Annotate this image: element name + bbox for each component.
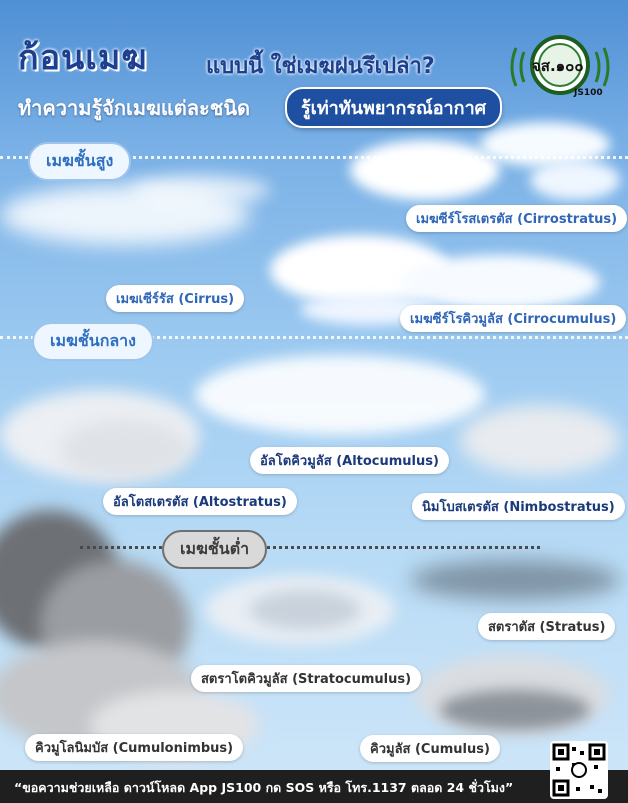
level-pill-low: เมฆชั้นต่ำ — [162, 530, 267, 569]
label-cumulonimbus: คิวมูโลนิมบัส (Cumulonimbus) — [25, 734, 243, 761]
logo-text: จส.๑๐๐ — [532, 57, 584, 75]
level-pill-high: เมฆชั้นสูง — [28, 142, 131, 181]
label-cumulus: คิวมูลัส (Cumulus) — [360, 735, 500, 762]
level-pill-middle: เมฆชั้นกลาง — [32, 322, 154, 361]
main-title-question: แบบนี้ ใช่เมฆฝนรึเปล่า? — [206, 54, 435, 79]
qr-code-icon[interactable] — [550, 741, 608, 799]
label-nimbostratus: นิมโบสเตรตัส (Nimbostratus) — [412, 493, 625, 520]
label-cirrocumulus: เมฆซีร์โรคิวมูลัส (Cirrocumulus) — [400, 305, 626, 332]
main-title: ก้อนเมฆ — [18, 38, 148, 78]
js100-logo — [510, 34, 610, 100]
footer-text: “ขอความช่วยเหลือ ดาวน์โหลด App JS100 กด SOS หรือ โทร.1137 ตลอด 24 ชั่วโมง” — [14, 780, 514, 795]
subtitle: ทำความรู้จักเมฆแต่ละชนิด — [18, 96, 250, 120]
label-stratus: สตราตัส (Stratus) — [478, 613, 615, 640]
subtitle-pill: รู้เท่าทันพยากรณ์อากาศ — [285, 87, 502, 128]
label-cirrus: เมฆเซีร์รัส (Cirrus) — [106, 285, 244, 312]
label-altostratus: อัลโตสเตรตัส (Altostratus) — [103, 488, 297, 515]
label-stratocumulus: สตราโตคิวมูลัส (Stratocumulus) — [191, 665, 421, 692]
low-level-divider — [80, 546, 540, 549]
logo-subtext: JS100 — [574, 88, 603, 98]
label-cirrostratus: เมฆซีร์โรสเตรตัส (Cirrostratus) — [406, 205, 627, 232]
label-altocumulus: อัลโตคิวมูลัส (Altocumulus) — [250, 447, 449, 474]
